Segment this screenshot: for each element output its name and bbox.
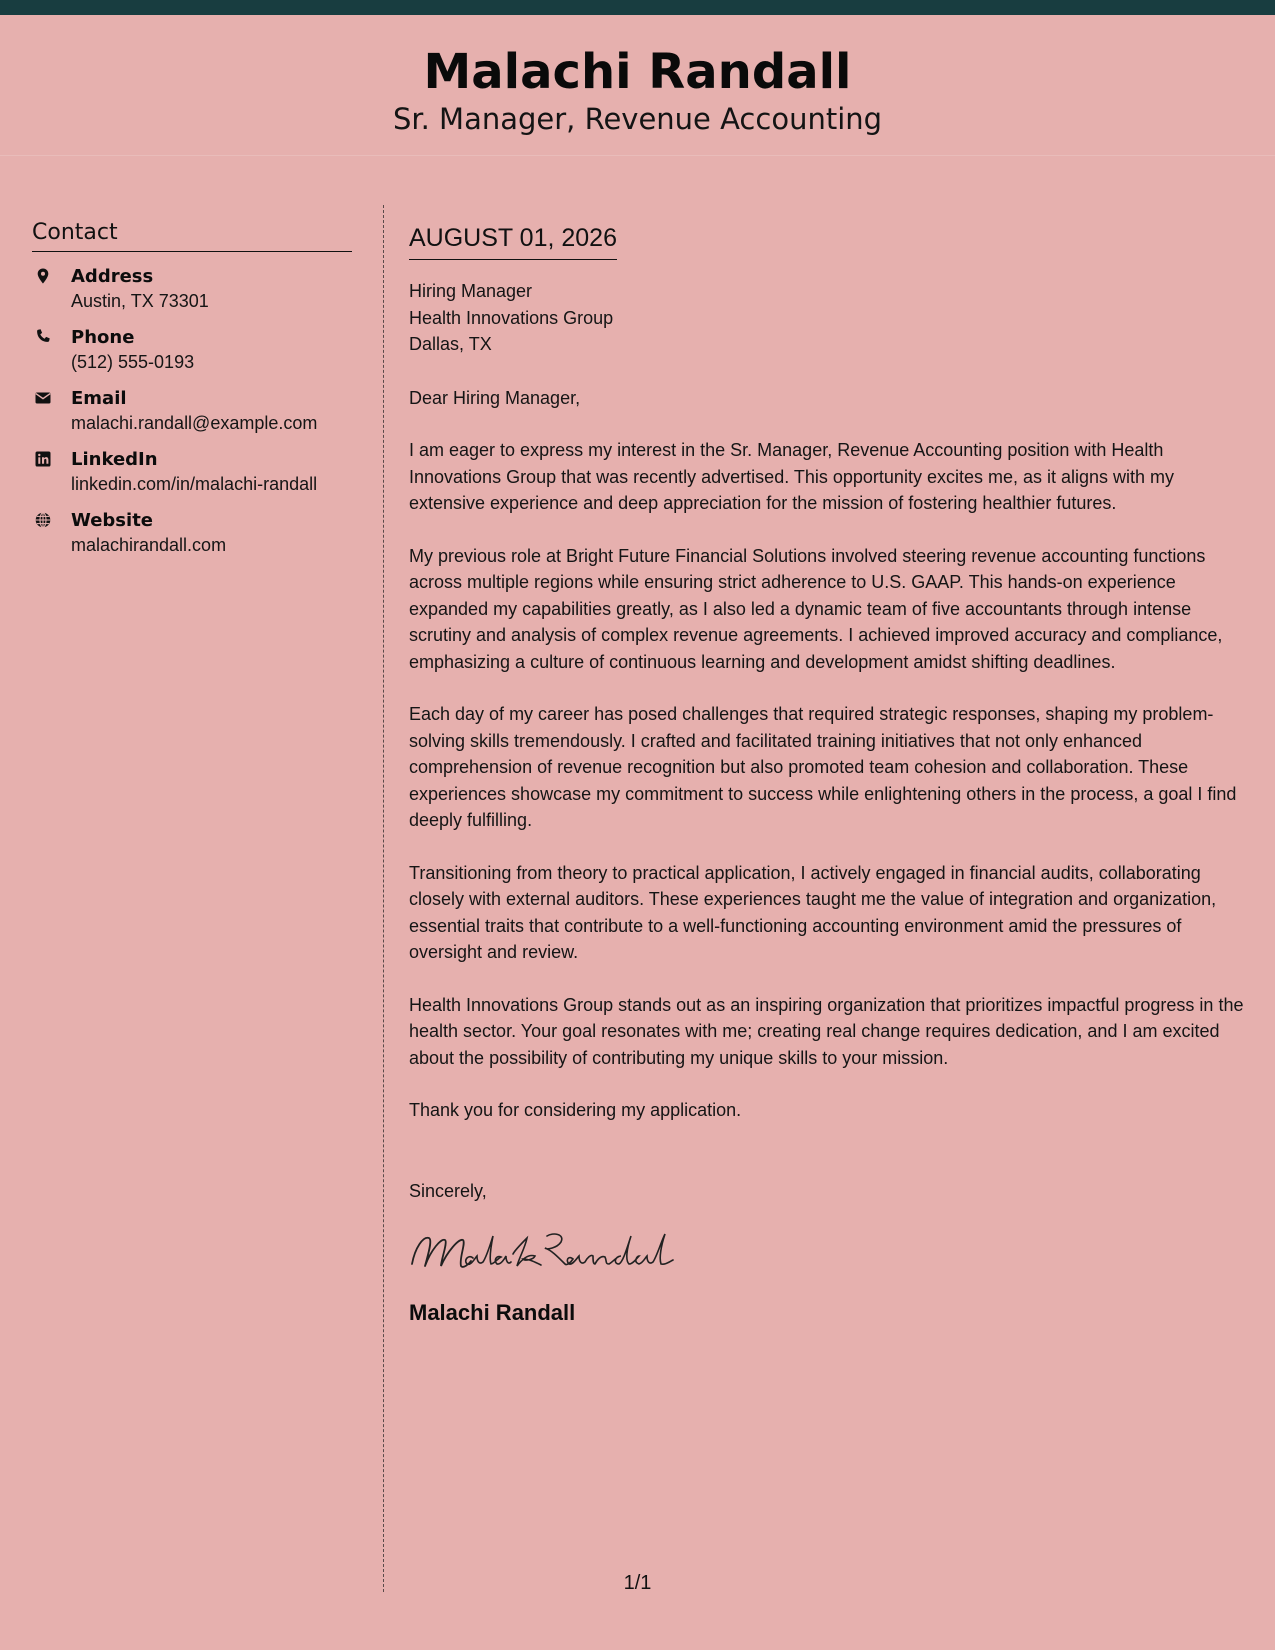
contact-label: Phone — [71, 327, 135, 348]
envelope-icon — [34, 389, 52, 407]
contact-value[interactable]: linkedin.com/in/malachi-randall — [71, 474, 318, 494]
contact-label: LinkedIn — [71, 449, 158, 470]
recipient-company: Health Innovations Group — [409, 307, 614, 328]
body-paragraph: Transitioning from theory to practical application, I actively engaged in financial audits, collaborating closely with external auditors. These experiences taught me the value of integration and organization, essential traits that contribute to a well-functioning accounting environment amid the pressures of oversight and review. — [409, 862, 1217, 962]
globe-icon — [34, 511, 52, 529]
contact-value[interactable]: malachi.randall@example.com — [71, 413, 318, 433]
top-accent-bar — [0, 0, 1275, 15]
contact-item-email — [32, 386, 352, 436]
thank-you-line: Thank you for considering my application. — [409, 1100, 742, 1120]
applicant-job-title: Sr. Manager, Revenue Accounting — [392, 102, 883, 136]
page-number: 1/1 — [623, 1572, 652, 1594]
contact-label: Email — [71, 388, 127, 409]
body-paragraph: Each day of my career has posed challenges that required strategic responses, shaping my problem-solving skills tremendously. I crafted and facilitated training initiatives that not only enhanced comprehension of revenue recognition but also promoted team cohesion and collaboration. These experiences showcase my commitment to success while enlightening others in the process, a goal I find deeply fulfilling. — [409, 704, 1237, 830]
body-paragraph: I am eager to express my interest in the Sr. Manager, Revenue Accounting position with Health Innovations Group that was recently advertised. This opportunity excites me, as it aligns with my extensive experience and deep appreciation for the mission of fostering healthier futures. — [409, 440, 1175, 513]
location-pin-icon — [34, 267, 52, 285]
contact-item-address — [32, 264, 352, 314]
handwritten-signature — [407, 1228, 677, 1278]
contact-value[interactable]: malachirandall.com — [71, 535, 227, 555]
contact-item-linkedin — [32, 447, 352, 497]
recipient-block — [409, 278, 1249, 358]
letter-date: AUGUST 01, 2026 — [409, 222, 617, 260]
column-divider — [383, 205, 384, 1592]
letter-header — [0, 15, 1275, 156]
contact-sidebar — [32, 218, 352, 558]
salutation: Dear Hiring Manager, — [409, 387, 581, 408]
phone-icon — [34, 328, 52, 346]
body-paragraph: Health Innovations Group stands out as an inspiring organization that prioritizes impactful progress in the health sector. Your goal resonates with me; creating real change requires dedication, and I am excited about the possibility of contributing my unique skills to your mission. — [409, 994, 1244, 1068]
contact-label: Website — [71, 510, 154, 531]
contact-value: Austin, TX 73301 — [71, 291, 209, 311]
contact-list — [32, 264, 352, 558]
applicant-name: Malachi Randall — [423, 44, 852, 100]
recipient-location: Dallas, TX — [409, 334, 492, 354]
contact-heading: Contact — [32, 218, 352, 252]
signed-name: Malachi Randall — [409, 1300, 576, 1325]
recipient-name: Hiring Manager — [409, 281, 533, 301]
linkedin-icon — [34, 450, 52, 468]
letter-body — [409, 222, 1249, 1327]
contact-item-website — [32, 508, 352, 558]
contact-item-phone — [32, 325, 352, 375]
contact-label: Address — [71, 266, 154, 287]
body-paragraph: My previous role at Bright Future Financial Solutions involved steering revenue accounting functions across multiple regions while ensuring strict adherence to U.S. GAAP. This hands-on experience expanded my capabilities greatly, as I also led a dynamic team of five accountants through intense scrutiny and analysis of complex revenue agreements. I achieved improved accuracy and compliance, emphasizing a culture of continuous learning and development amidst shifting deadlines. — [409, 545, 1223, 672]
closing-line: Sincerely, — [409, 1180, 487, 1201]
contact-value: (512) 555-0193 — [71, 352, 195, 372]
